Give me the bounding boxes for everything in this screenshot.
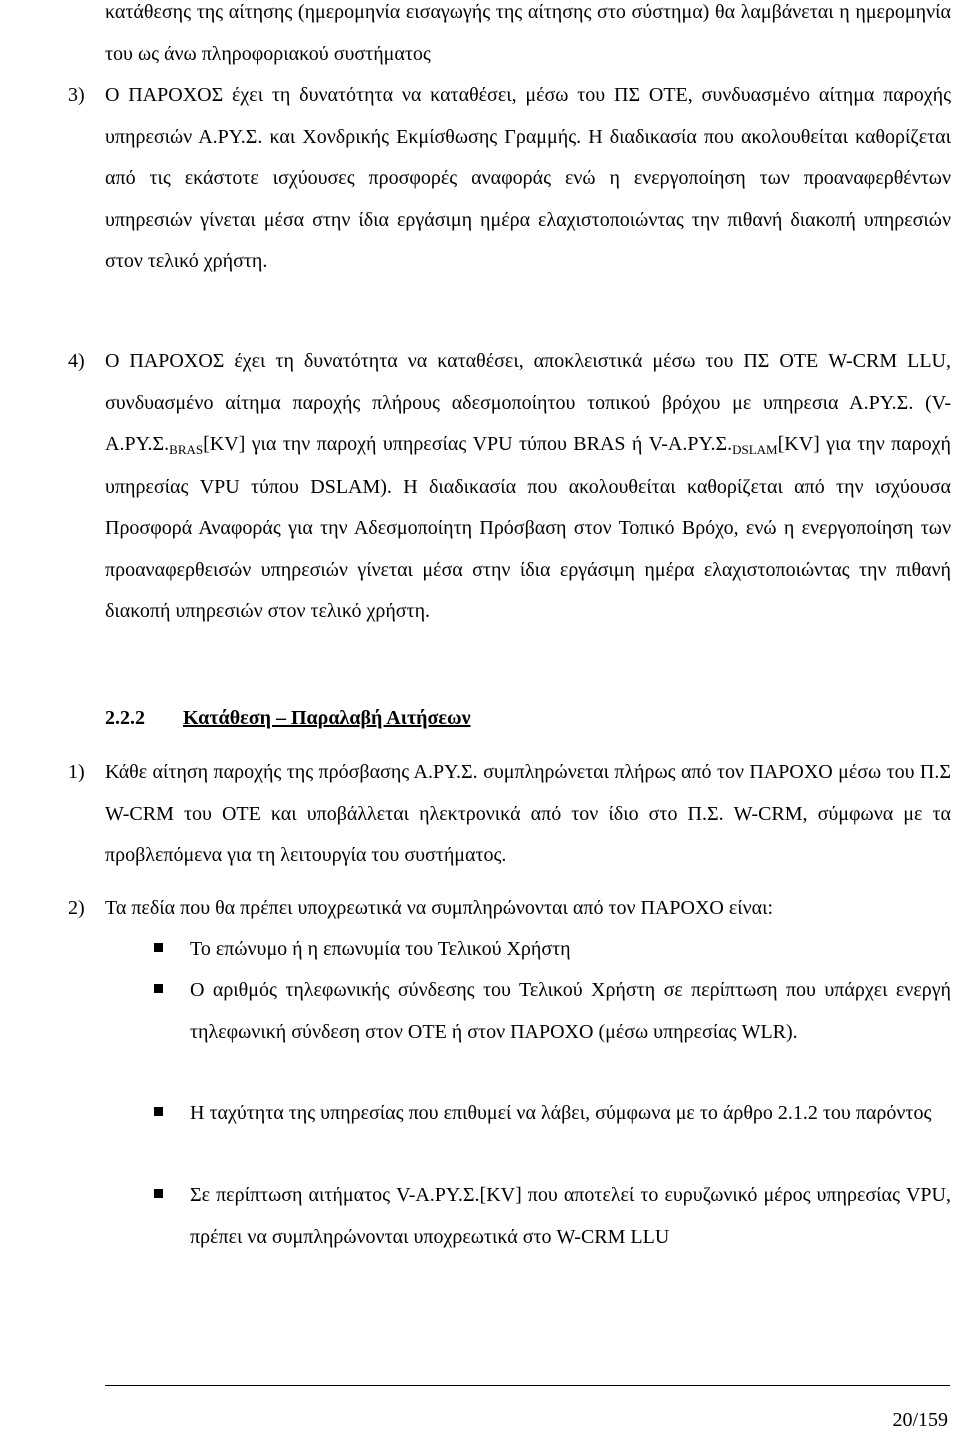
list-number: 3)	[68, 84, 85, 106]
list-item-text: Τα πεδία που θα πρέπει υποχρεωτικά να συμπληρώνονται από τον ΠΑΡΟΧΟ είναι:	[105, 897, 774, 919]
section-number: 2.2.2	[105, 707, 145, 729]
list-number: 2)	[68, 897, 85, 919]
bullet-square-icon	[154, 1189, 163, 1198]
footer-divider	[105, 1385, 950, 1386]
subscript-bras: BRAS	[169, 442, 204, 457]
section-title: Κατάθεση – Παραλαβή Αιτήσεων	[183, 707, 471, 729]
section-list-item-2	[68, 888, 951, 930]
bullet-item-2: Ο αριθμός τηλεφωνικής σύνδεσης του Τελικού Χρήστη σε περίπτωση που υπάρχει ενεργή τηλεφωνική σύνδεση στον ΟΤΕ ή στον ΠΑΡΟΧΟ (μέσω υπηρεσίας WLR).	[190, 970, 951, 1053]
bullet-square-icon	[154, 984, 163, 993]
list-number: 4)	[68, 350, 85, 372]
list-number: 1)	[68, 761, 85, 783]
bullet-square-icon	[154, 1107, 163, 1116]
list-item-text-2: [KV] για την παροχή υπηρεσίας VPU τύπου BRAS ή V-Α.ΡΥ.Σ.	[203, 433, 733, 455]
list-item-text-1: Ο ΠΑΡΟΧΟΣ έχει τη δυνατότητα να καταθέσει, αποκλειστικά μέσω του ΠΣ ΟΤΕ W-CRM LLU, συνδυασμένο αίτημα παροχής πλήρους αδεσμοποίητου τοπικού βρόχου με υπηρεσια Α.ΡΥ.Σ. (V-Α.ΡΥ.Σ.	[105, 350, 951, 455]
bullet-item-1: Το επώνυμο ή η επωνυμία του Τελικού Χρήστη	[190, 929, 951, 971]
section-list-item-1	[68, 752, 951, 877]
list-item-4	[68, 341, 952, 633]
intro-paragraph: κατάθεσης της αίτησης (ημερομηνία εισαγωγής της αίτησης στο σύστημα) θα λαμβάνεται η ημερομηνία του ως άνω πληροφοριακού συστήματος	[105, 1, 951, 65]
page-number: 20/159	[892, 1409, 948, 1431]
list-item-3	[68, 75, 951, 283]
bullet-square-icon	[154, 943, 163, 952]
list-item-text: Κάθε αίτηση παροχής της πρόσβασης Α.ΡΥ.Σ. συμπληρώνεται πλήρως από τον ΠΑΡΟΧΟ μέσω του Π.Σ W-CRM του ΟΤΕ και υποβάλλεται ηλεκτρονικά από τον ίδιο στο Π.Σ. W-CRM, σύμφωνα με τα προβλεπόμενα για τη λειτουργία του συστήματος.	[105, 761, 951, 866]
list-item-text-3: [KV] για την παροχή υπηρεσίας VPU τύπου DSLAM). Η διαδικασία που ακολουθείται καθορίζεται από την ισχύουσα Προσφορά Αναφοράς για την Αδεσμοποίητη Πρόσβαση στον Τοπικό Βρόχο, ενώ η ενεργοποίηση των προαναφερθεισών υπηρεσιών γίνεται μέσα στην ίδια εργάσιμη ημέρα ελαχιστοποιώντας την πιθανή διακοπή υπηρεσιών στον τελικό χρήστη.	[105, 433, 952, 622]
bullet-item-3: Η ταχύτητα της υπηρεσίας που επιθυμεί να λάβει, σύμφωνα με το άρθρο 2.1.2 του παρόντος	[190, 1093, 951, 1135]
section-heading	[105, 698, 471, 739]
subscript-dslam: DSLAM	[732, 442, 778, 457]
bullet-item-4: Σε περίπτωση αιτήματος V-Α.ΡΥ.Σ.[KV] που αποτελεί το ευρυζωνικό μέρος υπηρεσίας VPU, πρέπει να συμπληρώνονται υποχρεωτικά στο W-CRM LLU	[190, 1175, 951, 1258]
list-item-text: Ο ΠΑΡΟΧΟΣ έχει τη δυνατότητα να καταθέσει, μέσω του ΠΣ ΟΤΕ, συνδυασμένο αίτημα παροχής υπηρεσιών Α.ΡΥ.Σ. και Χονδρικής Εκμίσθωσης Γραμμής. Η διαδικασία που ακολουθείται καθορίζεται από τις εκάστοτε ισχύουσες προσφορές αναφοράς ενώ η ενεργοποίηση των προαναφερθέντων υπηρεσιών γίνεται μέσα στην ίδια εργάσιμη ημέρα ελαχιστοποιώντας την πιθανή διακοπή υπηρεσιών στον τελικό χρήστη.	[105, 84, 951, 272]
